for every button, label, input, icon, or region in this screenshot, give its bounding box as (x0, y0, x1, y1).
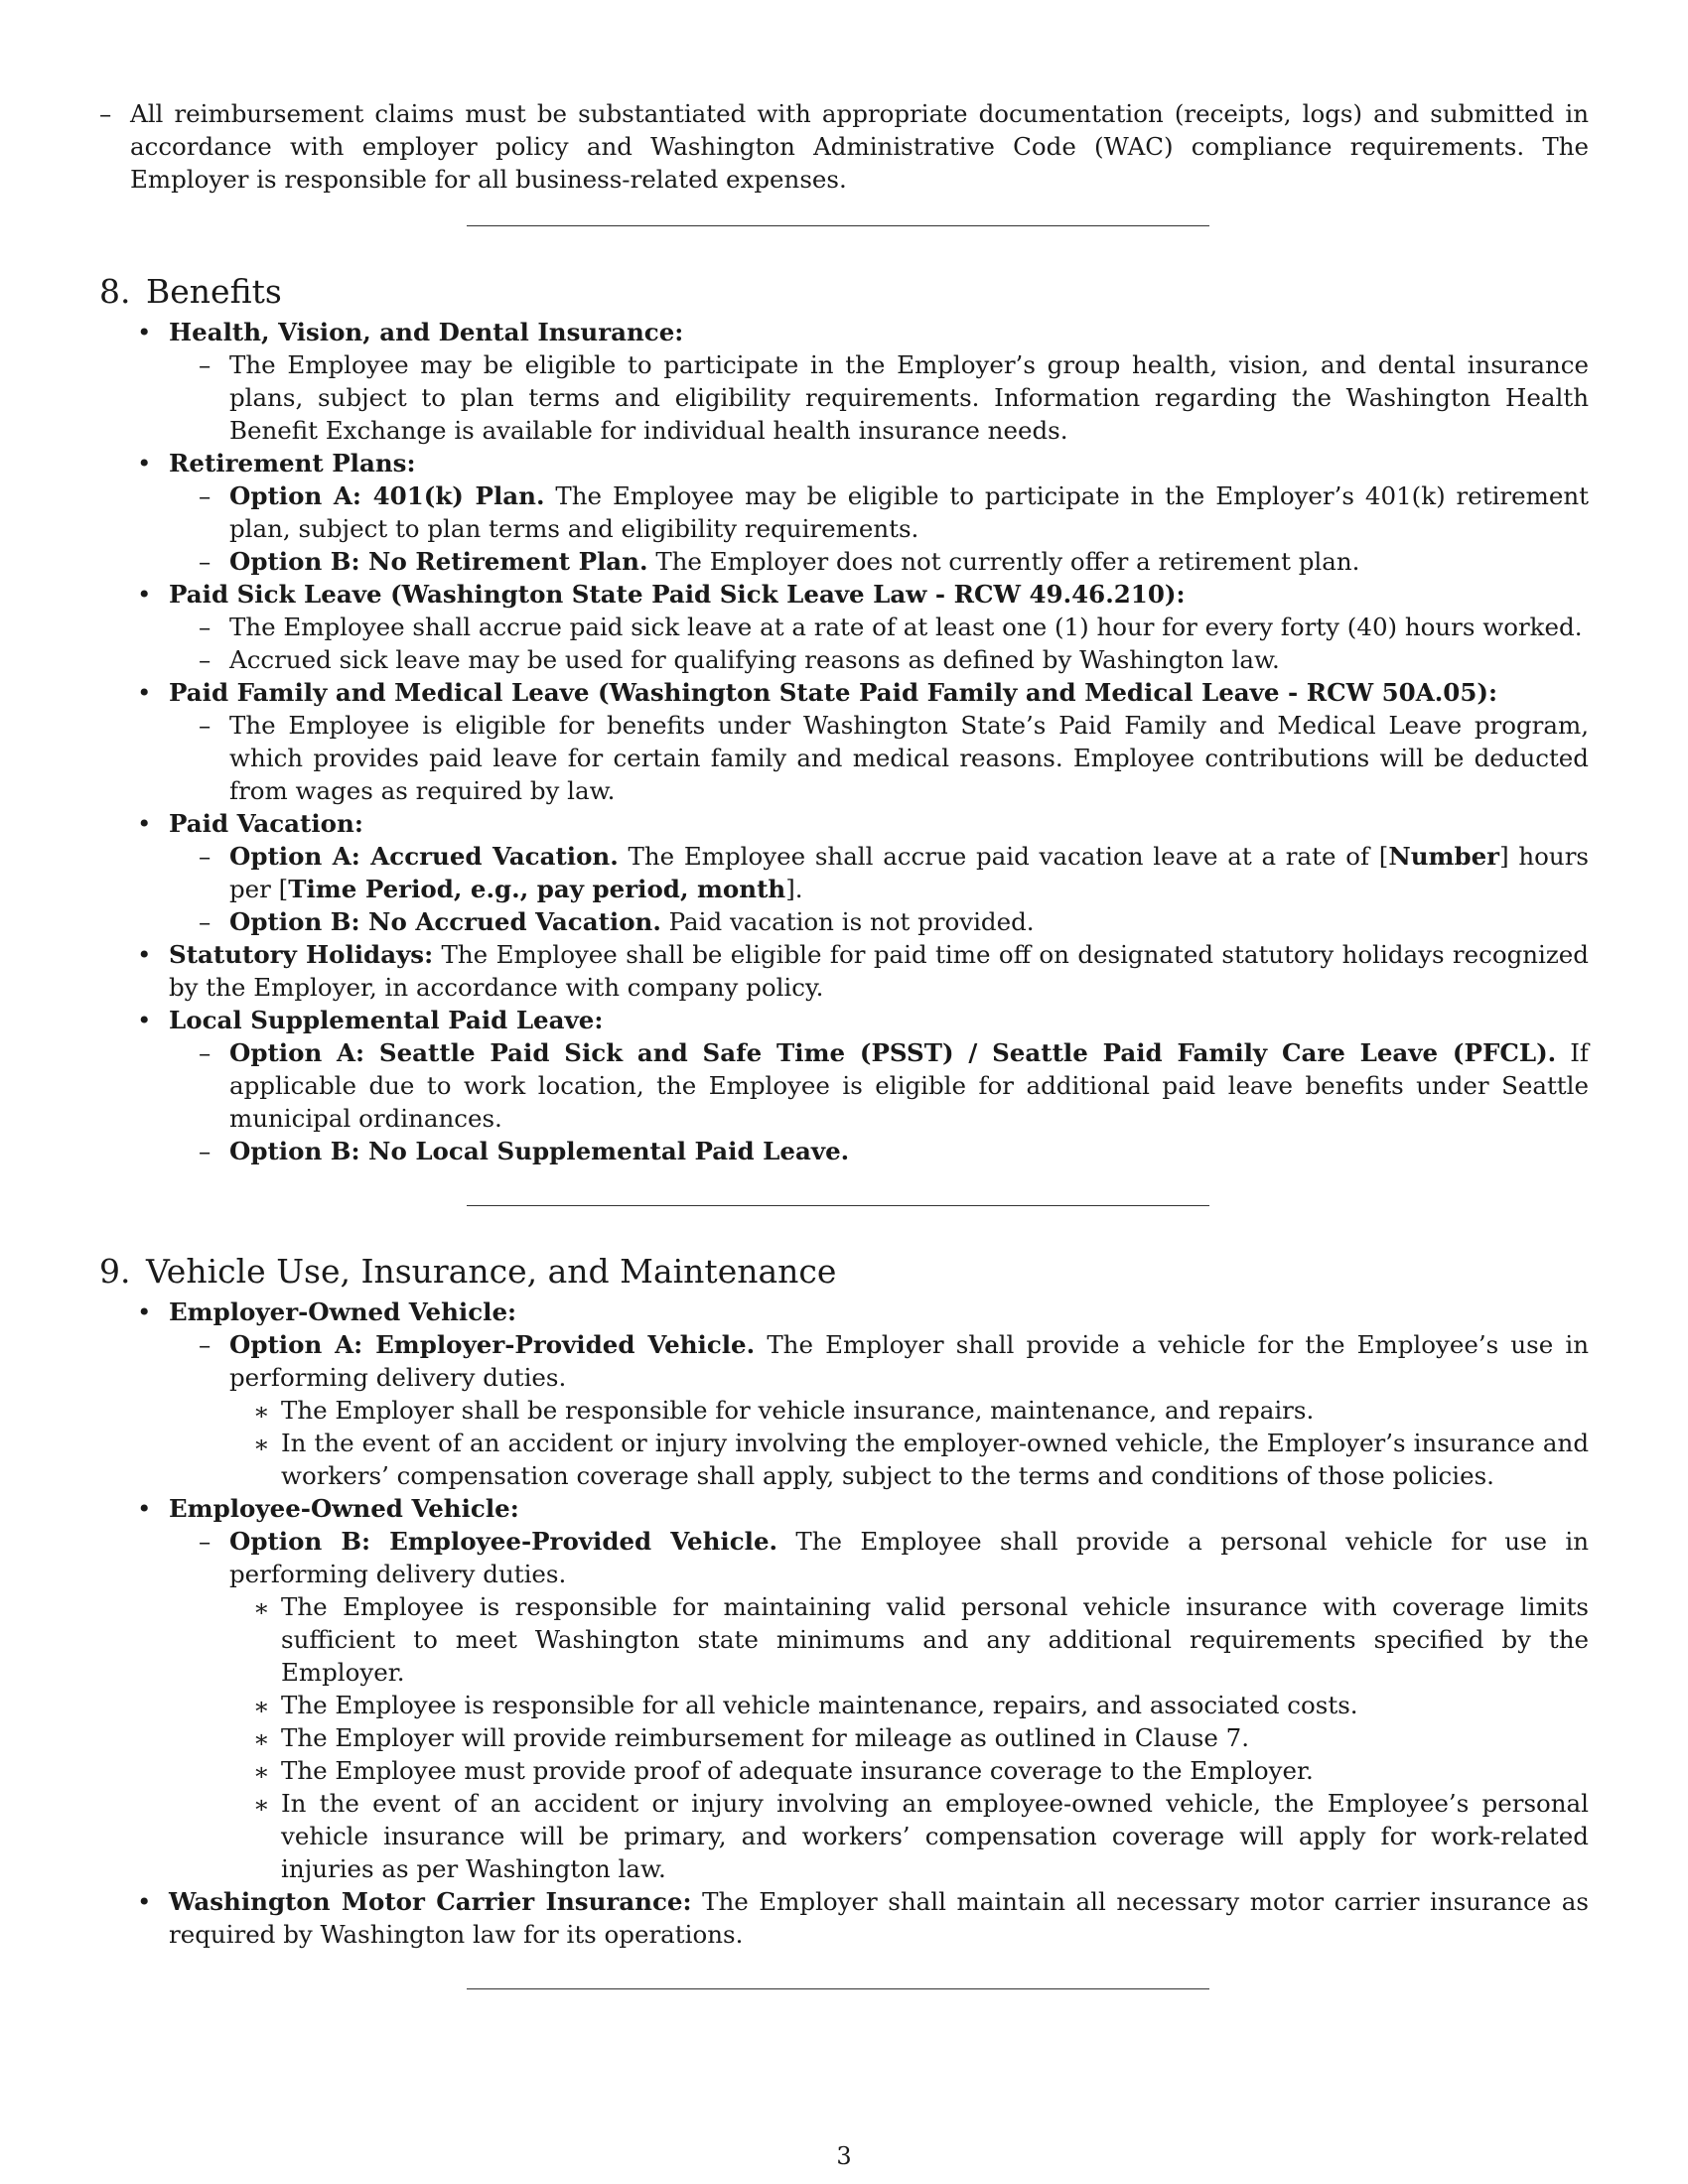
item-text: Paid vacation is not provided. (668, 907, 1035, 936)
list-item (99, 1492, 1589, 1885)
item-label: Employee-Owned Vehicle: (169, 1494, 519, 1523)
section-8-heading (99, 272, 1589, 312)
item-text: The Employee may be eligible to participate in the Employer’s group health, vision, and dental insurance plans, subject to plan terms and eligibility requirements. Information regarding the Washington Health Benefit Exchange is available for individual health insurance needs. (229, 350, 1589, 445)
option-label: Option A: Employer-Provided Vehicle. (229, 1330, 756, 1359)
option-label: Option B: No Accrued Vacation. (229, 907, 661, 936)
item-text: The Employee must provide proof of adequate insurance coverage to the Employer. (281, 1756, 1314, 1785)
item-text: In the event of an accident or injury involving an employee-owned vehicle, the Employee’s personal vehicle insurance will be primary, and workers’ compensation coverage will apply for work-related injuries as per Washington law. (281, 1789, 1589, 1883)
item-text: The Employee is responsible for maintaining valid personal vehicle insurance with coverage limits sufficient to meet Washington state minimums and any additional requirements specified by the Employer. (281, 1592, 1589, 1687)
item-text: Accrued sick leave may be used for qualifying reasons as defined by Washington law. (229, 645, 1280, 674)
item-text: The Employer does not currently offer a retirement plan. (655, 547, 1360, 576)
list-item (99, 447, 1589, 578)
reimbursement-item (0, 97, 1589, 196)
list-item (99, 1296, 1589, 1492)
list-item (229, 1689, 1589, 1721)
section-divider (467, 225, 1209, 226)
item-text: The Employee shall be eligible for paid time off on designated statutory holidays recognized by the Employer, in accordance with company policy. (169, 940, 1589, 1002)
item-text: The Employee is responsible for all vehicle maintenance, repairs, and associated costs. (281, 1691, 1358, 1719)
list-item (169, 1135, 1589, 1167)
page-number: 3 (836, 2142, 852, 2170)
list-item (169, 348, 1589, 447)
list-item (169, 709, 1589, 807)
item-text: If applicable due to work location, the Employee is eligible for additional paid leave benefits under Seattle municipal ordinances. (229, 1038, 1589, 1133)
list-item (229, 1394, 1589, 1427)
item-text: In the event of an accident or injury involving the employer-owned vehicle, the Employer’s insurance and workers’ compensation coverage shall apply, subject to the terms and conditions of those policies. (281, 1429, 1589, 1490)
item-text: The Employer shall be responsible for vehicle insurance, maintenance, and repairs. (281, 1396, 1315, 1425)
item-label: Washington Motor Carrier Insurance: (169, 1887, 692, 1916)
vehicle-list (30, 1296, 1589, 1951)
list-item (169, 545, 1589, 578)
placeholder-number: Number (1388, 842, 1500, 871)
list-item (229, 1787, 1589, 1885)
list-item (99, 938, 1589, 1004)
item-text: The Employee is eligible for benefits under Washington State’s Paid Family and Medical Leave program, which provides paid leave for certain family and medical reasons. Employee contributions will be deducted from wages as required by law. (229, 711, 1589, 805)
item-text: ]. (785, 875, 803, 903)
item-text: The Employer shall maintain all necessary motor carrier insurance as required by Washington law for its operations. (169, 1887, 1589, 1949)
list-item (229, 1721, 1589, 1754)
list-item (229, 1754, 1589, 1787)
list-item (169, 1036, 1589, 1135)
list-item (229, 1427, 1589, 1492)
section-title: Vehicle Use, Insurance, and Maintenance (146, 1252, 837, 1291)
list-item (169, 611, 1589, 643)
list-item (229, 1590, 1589, 1689)
list-item (169, 840, 1589, 905)
page-content (99, 97, 1589, 1989)
section-9-heading (99, 1252, 1589, 1292)
list-item (99, 316, 1589, 447)
section-divider (467, 1988, 1209, 1989)
item-text: The Employee may be eligible to participate in the Employer’s 401(k) retirement plan, subject to plan terms and eligibility requirements. (229, 481, 1589, 543)
item-label: Retirement Plans: (169, 449, 416, 478)
item-text: The Employee shall accrue paid sick leave at a rate of at least one (1) hour for every forty (40) hours worked. (229, 613, 1583, 641)
item-label: Statutory Holidays: (169, 940, 434, 969)
option-label: Option B: No Local Supplemental Paid Leave. (229, 1137, 850, 1165)
item-label: Employer-Owned Vehicle: (169, 1297, 517, 1326)
list-item (169, 1525, 1589, 1885)
list-item (169, 479, 1589, 545)
list-item (99, 1004, 1589, 1167)
item-label: Local Supplemental Paid Leave: (169, 1006, 604, 1034)
benefits-list (30, 316, 1589, 1167)
item-text: The Employee shall provide a personal vehicle for use in performing delivery duties. (229, 1527, 1589, 1588)
item-label: Health, Vision, and Dental Insurance: (169, 318, 684, 346)
placeholder-time-period: Time Period, e.g., pay period, month (288, 875, 786, 903)
list-item (99, 578, 1589, 676)
section-title: Benefits (146, 272, 282, 311)
reimbursement-text: All reimbursement claims must be substantiated with appropriate documentation (receipts, logs) and submitted in accordance with employer policy and Washington Administrative Code (WAC) compliance requirements. The Employer is responsible for all business-related expenses. (130, 99, 1589, 194)
option-label: Option B: No Retirement Plan. (229, 547, 648, 576)
option-label: Option A: Accrued Vacation. (229, 842, 619, 871)
item-label: Paid Vacation: (169, 809, 363, 838)
item-label: Paid Sick Leave (Washington State Paid Sick Leave Law - RCW 49.46.210): (169, 580, 1186, 609)
section-number: 8. (99, 272, 131, 311)
list-item (169, 905, 1589, 938)
option-label: Option B: Employee-Provided Vehicle. (229, 1527, 778, 1556)
list-item (99, 1885, 1589, 1951)
section-number: 9. (99, 1252, 131, 1291)
list-item (169, 643, 1589, 676)
section-divider (467, 1205, 1209, 1206)
item-text: The Employee shall accrue paid vacation leave at a rate of [ (628, 842, 1389, 871)
option-label: Option A: 401(k) Plan. (229, 481, 545, 510)
list-item (99, 676, 1589, 807)
item-text: ] hours per [ (229, 842, 1589, 903)
item-text: The Employer will provide reimbursement for mileage as outlined in Clause 7. (281, 1723, 1250, 1752)
option-label: Option A: Seattle Paid Sick and Safe Time (PSST) / Seattle Paid Family Care Leave (PFCL). (229, 1038, 1557, 1067)
list-item (99, 807, 1589, 938)
item-label: Paid Family and Medical Leave (Washington State Paid Family and Medical Leave - RCW 50A.05): (169, 678, 1498, 707)
list-item (169, 1328, 1589, 1492)
item-text: The Employer shall provide a vehicle for the Employee’s use in performing delivery duties. (229, 1330, 1589, 1392)
